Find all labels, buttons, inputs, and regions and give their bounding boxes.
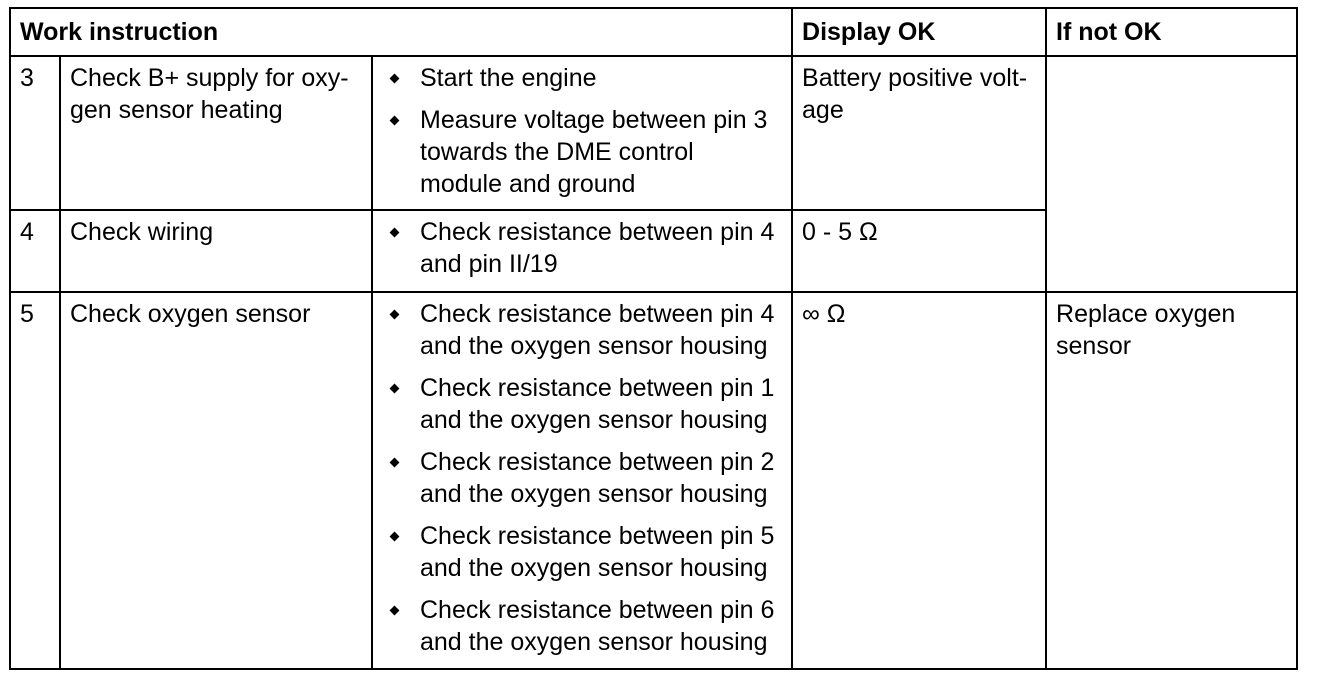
list-item <box>382 62 782 94</box>
bullet-list <box>382 298 782 658</box>
bullet-text: Measure voltage between pin 3 towards the DME control module and ground <box>420 106 768 198</box>
diamond-bullet-icon <box>390 228 399 237</box>
step-title: Check wiring <box>60 210 372 292</box>
bullet-text: Check resistance between pin 2 and the oxygen sensor housing <box>420 448 775 508</box>
list-item <box>382 298 782 362</box>
bullet-text: Check resistance between pin 5 and the oxygen sensor housing <box>420 522 775 582</box>
step-number: 4 <box>10 210 60 292</box>
if-not-ok-value: Replace oxygen sensor <box>1046 292 1297 669</box>
display-ok-value: 0 - 5 Ω <box>792 210 1046 292</box>
header-if-not-ok: If not OK <box>1046 8 1297 56</box>
work-instruction-table <box>9 7 1298 670</box>
bullet-text: Check resistance between pin 1 and the oxygen sensor housing <box>420 374 775 434</box>
diamond-bullet-icon <box>390 310 399 319</box>
header-work-instruction: Work instruction <box>10 8 792 56</box>
table-row <box>10 56 1297 210</box>
step-number: 5 <box>10 292 60 669</box>
diamond-bullet-icon <box>390 606 399 615</box>
step-bullets-cell <box>372 292 792 669</box>
bullet-list <box>382 62 782 200</box>
bullet-text: Check resistance between pin 6 and the oxygen sensor housing <box>420 596 775 656</box>
bullet-list <box>382 216 782 280</box>
step-bullets-cell <box>372 210 792 292</box>
step-number: 3 <box>10 56 60 210</box>
list-item <box>382 520 782 584</box>
display-ok-value: Battery positive volt-age <box>792 56 1046 210</box>
step-title: Check oxygen sensor <box>60 292 372 669</box>
list-item <box>382 216 782 280</box>
header-display-ok: Display OK <box>792 8 1046 56</box>
table-row <box>10 292 1297 669</box>
step-bullets-cell <box>372 56 792 210</box>
step-title: Check B+ supply for oxy-gen sensor heating <box>60 56 372 210</box>
diamond-bullet-icon <box>390 384 399 393</box>
display-ok-value: ∞ Ω <box>792 292 1046 669</box>
bullet-text: Start the engine <box>420 64 597 92</box>
diamond-bullet-icon <box>390 116 399 125</box>
bullet-text: Check resistance between pin 4 and pin II/19 <box>420 218 775 278</box>
bullet-text: Check resistance between pin 4 and the oxygen sensor housing <box>420 300 775 360</box>
diamond-bullet-icon <box>390 74 399 83</box>
diamond-bullet-icon <box>390 532 399 541</box>
list-item <box>382 372 782 436</box>
table-header-row <box>10 8 1297 56</box>
list-item <box>382 594 782 658</box>
list-item <box>382 104 782 200</box>
list-item <box>382 446 782 510</box>
if-not-ok-value <box>1046 56 1297 292</box>
diamond-bullet-icon <box>390 458 399 467</box>
